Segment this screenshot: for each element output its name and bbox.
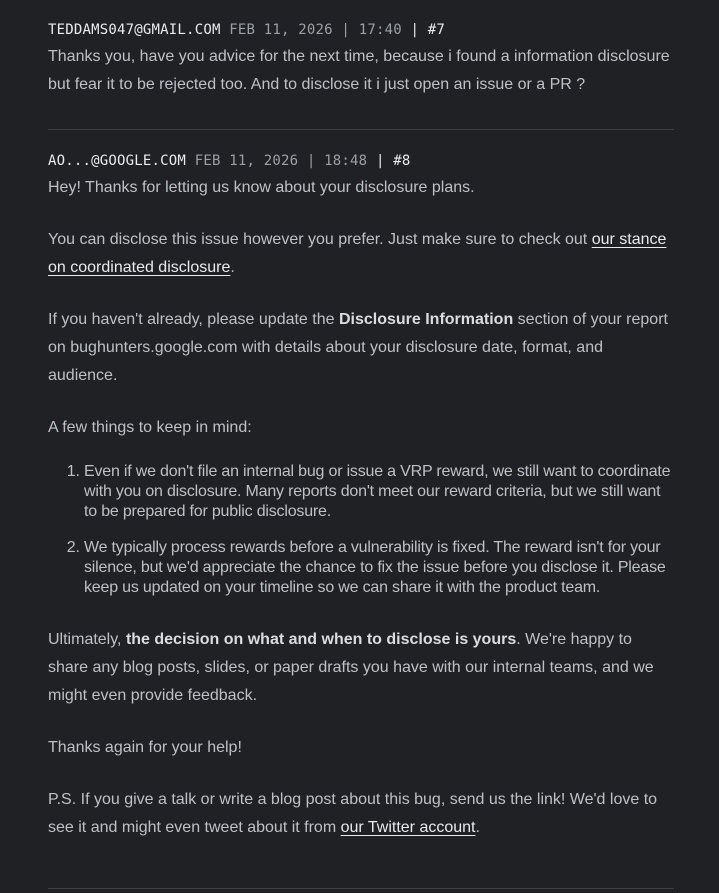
tips-list bbox=[48, 462, 674, 598]
comment-text: Thanks you, have you advice for the next time, because i found a information disclosure but fear it to be rejected too. And to disclose it i just open an issue or a PR ? bbox=[48, 48, 670, 93]
separator: | bbox=[410, 22, 420, 38]
comment-paragraph bbox=[48, 226, 674, 282]
bold-text: the decision on what and when to disclose is yours bbox=[125, 631, 517, 648]
comment-paragraph: A few things to keep in mind: bbox=[48, 419, 252, 436]
comment-paragraph: Hey! Thanks for letting us know about your disclosure plans. bbox=[48, 179, 475, 196]
paragraph-text: You can disclose this issue however you prefer. Just make sure to check out bbox=[48, 231, 592, 248]
comment-number[interactable]: #8 bbox=[393, 153, 411, 169]
paragraph-text: P.S. If you give a talk or write a blog post about this bug, send us the link! We'd love to see it and might even tweet about it from bbox=[48, 791, 658, 836]
separator: | bbox=[306, 153, 316, 169]
comment-paragraph bbox=[48, 306, 674, 390]
paragraph-text: If you haven't already, please update the bbox=[48, 311, 339, 328]
comment-paragraph bbox=[48, 786, 674, 842]
comment-date: FEB 11, 2026 bbox=[194, 153, 299, 169]
comment-time: 18:48 bbox=[324, 153, 368, 169]
paragraph-text: . bbox=[475, 819, 480, 836]
twitter-account-link[interactable]: our Twitter account bbox=[340, 819, 476, 836]
comment-divider bbox=[48, 888, 674, 889]
comment-divider bbox=[48, 129, 674, 130]
comment-7 bbox=[48, 22, 674, 99]
paragraph-text: . bbox=[230, 259, 235, 276]
comment-paragraph: Thanks again for your help! bbox=[48, 739, 242, 756]
paragraph-text: . We're happy to share any blog posts, slides, or paper drafts you have with our internal teams, and we might even provide feedback. bbox=[48, 631, 654, 704]
list-item: 2. We typically process rewards before a vulnerability is fixed. The reward isn't for your silence, but we'd appreciate the chance to fix the issue before you disclose it. Please keep us updated on your timeline so we can share it with the product team. bbox=[84, 538, 674, 598]
comment-author[interactable]: TEDDAMS047@GMAIL.COM bbox=[48, 22, 221, 38]
coordinated-disclosure-link[interactable]: our stance on coordinated disclosure bbox=[48, 231, 667, 276]
comment-header bbox=[48, 22, 674, 38]
comment-paragraph bbox=[48, 626, 674, 710]
comment-body bbox=[48, 43, 674, 99]
comment-time: 17:40 bbox=[358, 22, 402, 38]
separator: | bbox=[375, 153, 385, 169]
list-item: 1. Even if we don't file an internal bug or issue a VRP reward, we still want to coordinate with you on disclosure. Many reports don't meet our reward criteria, but we still want to be prepared for public disclosure. bbox=[84, 462, 674, 522]
comment-body bbox=[48, 174, 674, 842]
paragraph-text: Ultimately, bbox=[48, 631, 126, 648]
comment-8 bbox=[48, 153, 674, 842]
comment-date: FEB 11, 2026 bbox=[229, 22, 333, 38]
separator: | bbox=[341, 22, 351, 38]
bold-text: Disclosure Information bbox=[338, 311, 514, 328]
comment-author[interactable]: AO...@GOOGLE.COM bbox=[48, 153, 187, 169]
comment-number[interactable]: #7 bbox=[427, 22, 446, 38]
paragraph-text: section of your report on bughunters.google.com with details about your disclosure date, format, and audience. bbox=[48, 311, 668, 384]
comment-header bbox=[48, 153, 674, 169]
